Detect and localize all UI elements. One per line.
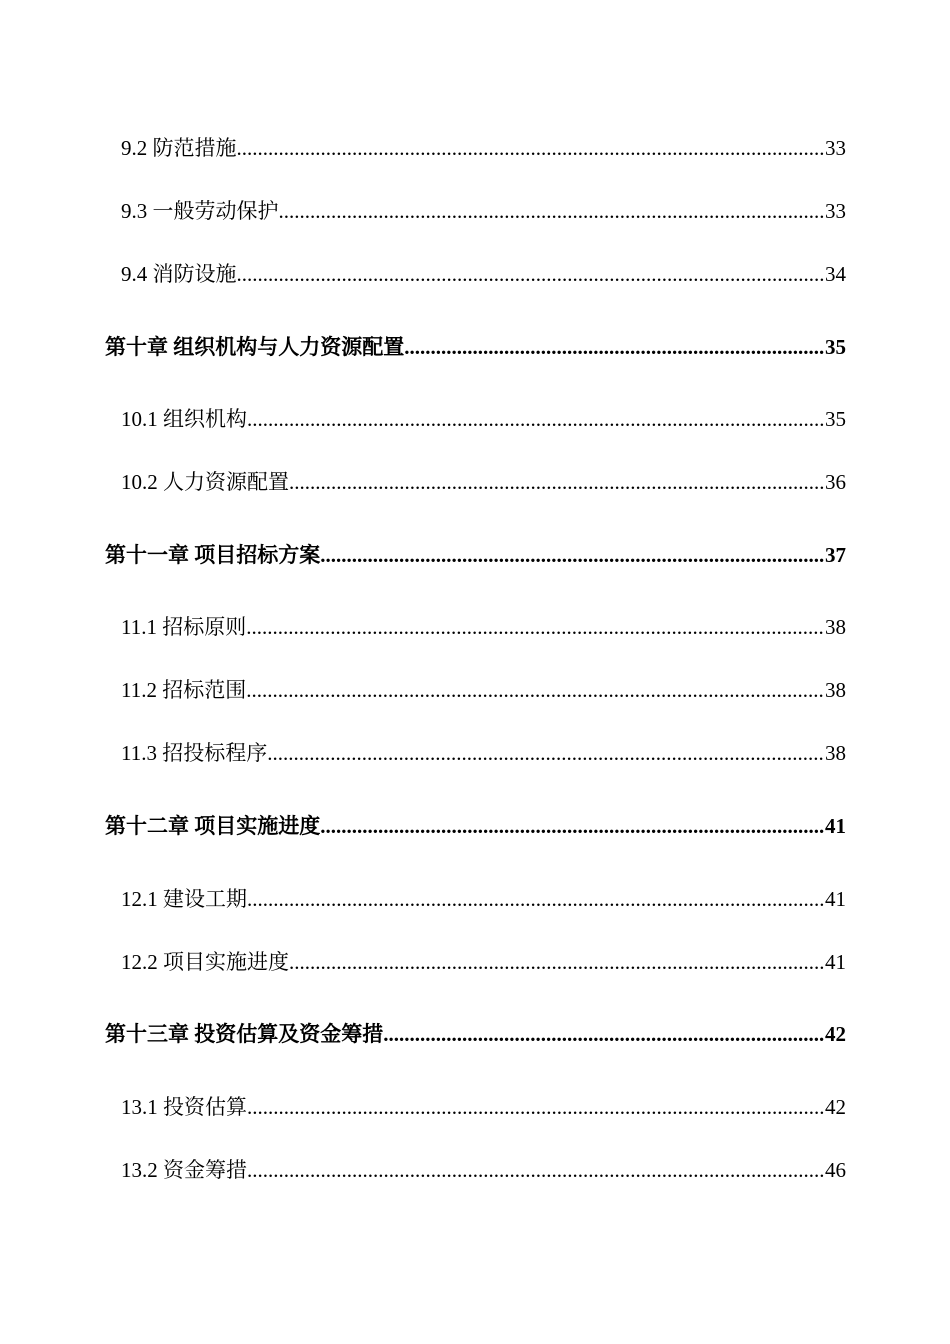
toc-entry[interactable]	[121, 676, 846, 704]
toc-chapter-page: 37	[825, 543, 846, 567]
toc-entry-page: 41	[825, 950, 846, 974]
toc-entry-page: 34	[825, 262, 846, 286]
toc-entry-page: 38	[825, 741, 846, 765]
toc-leader-dots	[289, 948, 825, 976]
toc-entry-page: 33	[825, 136, 846, 160]
toc-entry-title: 11.1 招标原则	[121, 615, 247, 639]
toc-leader-dots	[247, 1093, 825, 1121]
toc-entry-title: 10.2 人力资源配置	[121, 470, 289, 494]
toc-entry[interactable]	[121, 197, 846, 225]
toc-entry-title: 9.2 防范措施	[121, 136, 237, 160]
toc-entry[interactable]	[121, 739, 846, 767]
toc-leader-dots	[289, 468, 825, 496]
toc-entry[interactable]	[121, 613, 846, 641]
toc-chapter-title: 第十一章 项目招标方案	[105, 543, 321, 567]
toc-entry-title: 13.2 资金筹措	[121, 1158, 247, 1182]
toc-entry-title: 10.1 组织机构	[121, 407, 247, 431]
toc-entry[interactable]	[121, 260, 846, 288]
toc-entry[interactable]	[121, 468, 846, 496]
toc-chapter[interactable]	[105, 333, 846, 361]
toc-chapter[interactable]	[105, 541, 846, 569]
toc-leader-dots	[247, 1156, 825, 1184]
toc-entry[interactable]	[121, 1093, 846, 1121]
toc-entry[interactable]	[121, 1156, 846, 1184]
toc-leader-dots	[247, 885, 825, 913]
toc-entry-title: 12.1 建设工期	[121, 887, 247, 911]
toc-leader-dots	[320, 812, 825, 840]
toc-chapter-page: 42	[825, 1022, 846, 1046]
toc-entry-title: 13.1 投资估算	[121, 1095, 247, 1119]
toc-entry[interactable]	[121, 134, 846, 162]
toc-entry[interactable]	[121, 885, 846, 913]
toc-entry-page: 41	[825, 887, 846, 911]
toc-leader-dots	[246, 613, 825, 641]
toc-leader-dots	[246, 676, 825, 704]
toc-leader-dots	[279, 197, 826, 225]
toc-chapter-title: 第十三章 投资估算及资金筹措	[105, 1022, 384, 1046]
toc-leader-dots	[320, 541, 825, 569]
toc-entry-page: 38	[825, 678, 846, 702]
toc-entry-page: 35	[825, 407, 846, 431]
toc-entry-page: 33	[825, 199, 846, 223]
toc-leader-dots	[404, 333, 825, 361]
toc-leader-dots	[383, 1020, 825, 1048]
toc-chapter[interactable]	[105, 1020, 846, 1048]
toc-entry-page: 38	[825, 615, 846, 639]
toc-leader-dots	[237, 260, 826, 288]
toc-chapter-title: 第十二章 项目实施进度	[105, 814, 321, 838]
toc-chapter[interactable]	[105, 812, 846, 840]
toc-entry-title: 12.2 项目实施进度	[121, 950, 289, 974]
toc-entry-title: 11.3 招投标程序	[121, 741, 268, 765]
toc-entry[interactable]	[121, 948, 846, 976]
toc-chapter-page: 41	[825, 814, 846, 838]
toc-entry-page: 36	[825, 470, 846, 494]
toc-chapter-page: 35	[825, 335, 846, 359]
toc-entry-page: 42	[825, 1095, 846, 1119]
toc-entry-title: 11.2 招标范围	[121, 678, 247, 702]
toc-entry-page: 46	[825, 1158, 846, 1182]
toc-leader-dots	[247, 405, 825, 433]
toc-entry[interactable]	[121, 405, 846, 433]
toc-chapter-title: 第十章 组织机构与人力资源配置	[105, 335, 405, 359]
toc-leader-dots	[237, 134, 826, 162]
toc-entry-title: 9.3 一般劳动保护	[121, 199, 279, 223]
toc-entry-title: 9.4 消防设施	[121, 262, 237, 286]
toc-leader-dots	[267, 739, 825, 767]
